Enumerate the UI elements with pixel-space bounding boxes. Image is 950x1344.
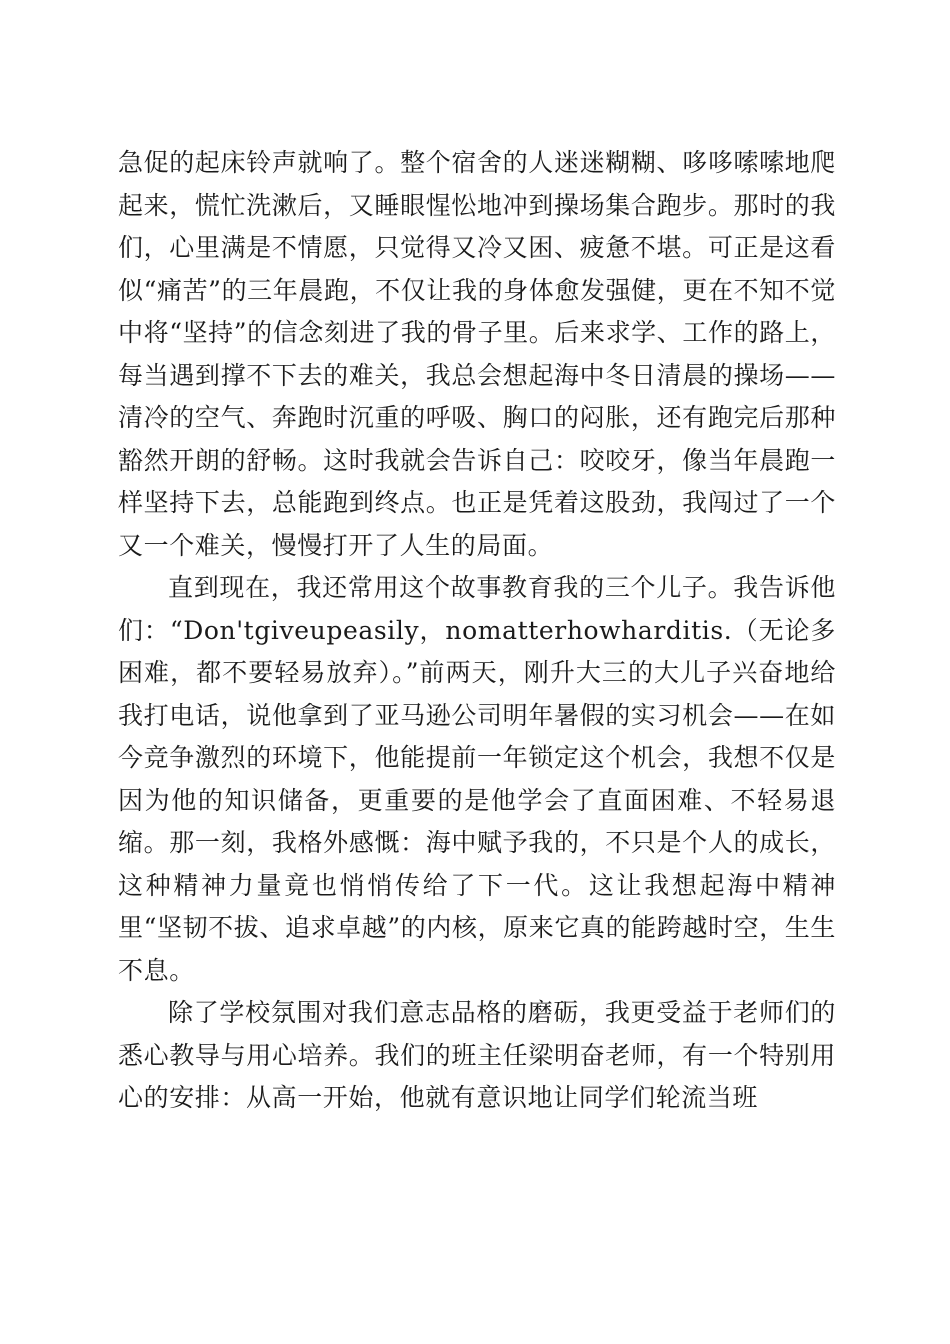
paragraph-sons-story: 直到现在，我还常用这个故事教育我的三个儿子。我告诉他们：“Don'tgiveupeasily，nomatterhowharditis.（无论多困难，都不要轻易放弃）。”前两天，刚升大三的大儿子兴奋地给我打电话，说他拿到了亚马逊公司明年暑假的实习机会——在如今竞争激烈的环境下，他能提前一年锁定这个机会，我想不仅是因为他的知识储备，更重要的是他学会了直面困难、不轻易退缩。那一刻，我格外感慨：海中赋予我的，不只是个人的成长，这种精神力量竟也悄悄传给了下一代。这让我想起海中精神里“坚韧不拔、追求卓越”的内核，原来它真的能跨越时空，生生不息。 (118, 573, 836, 985)
paragraph-teachers: 除了学校氛围对我们意志品格的磨砺，我更受益于老师们的悉心教导与用心培养。我们的班主任梁明奋老师，有一个特别用心的安排：从高一开始，他就有意识地让同学们轮流当班 (118, 998, 836, 1112)
body-text (118, 142, 836, 1120)
paragraph-morning-run: 急促的起床铃声就响了。整个宿舍的人迷迷糊糊、哆哆嗦嗦地爬起来，慌忙洗漱后，又睡眼惺忪地冲到操场集合跑步。那时的我们，心里满是不情愿，只觉得又冷又困、疲惫不堪。可正是这看似“痛苦”的三年晨跑，不仅让我的身体愈发强健，更在不知不觉中将“坚持”的信念刻进了我的骨子里。后来求学、工作的路上，每当遇到撑不下去的难关，我总会想起海中冬日清晨的操场——清冷的空气、奔跑时沉重的呼吸、胸口的闷胀，还有跑完后那种豁然开朗的舒畅。这时我就会告诉自己：咬咬牙，像当年晨跑一样坚持下去，总能跑到终点。也正是凭着这股劲，我闯过了一个又一个难关，慢慢打开了人生的局面。 (118, 148, 836, 560)
